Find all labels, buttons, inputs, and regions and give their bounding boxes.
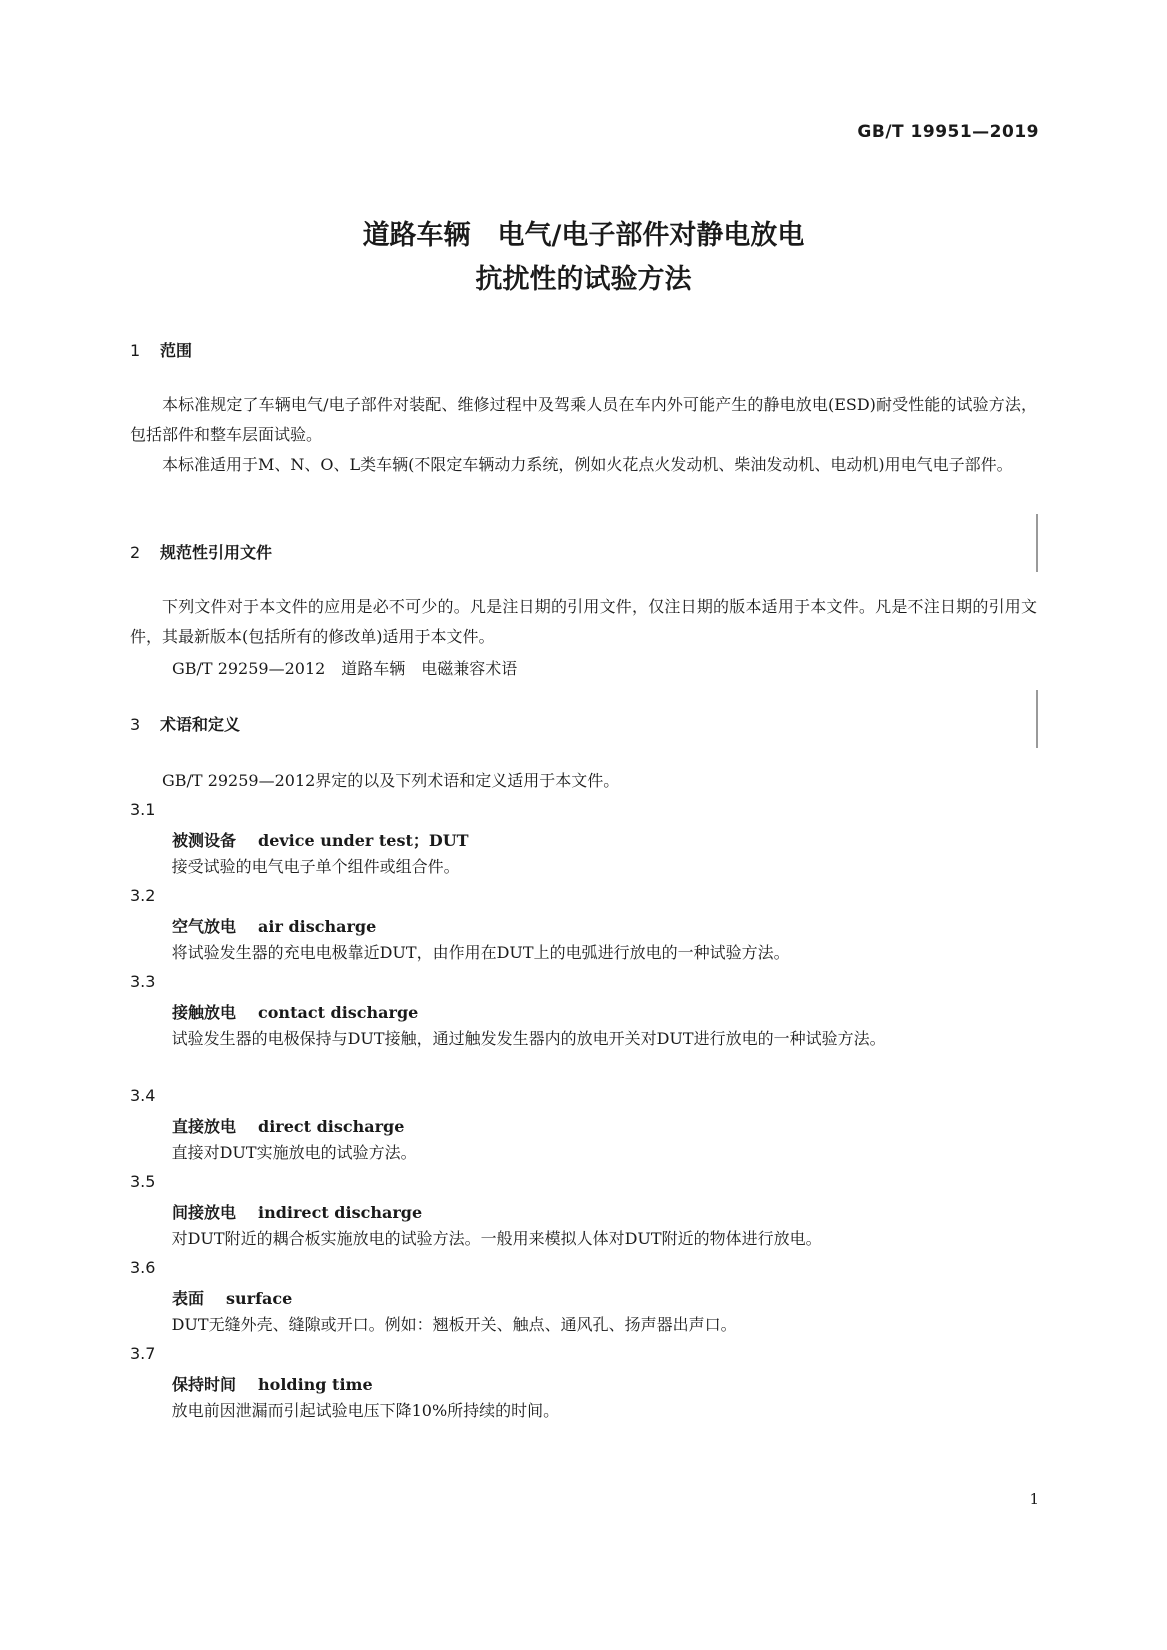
term-name [172,914,376,937]
definition-text: 将试验发生器的充电电极靠近DUT，由作用在DUT上的电弧进行放电的一种试验方法。 [171,943,790,962]
term-number: 3.1 [130,800,156,819]
title-line-2: 抗扰性的试验方法 [475,264,692,295]
term-zh: 保持时间 [172,1375,237,1394]
term-en: indirect discharge [258,1203,423,1222]
term-number: 3.3 [130,972,156,991]
definition-text: 直接对DUT实施放电的试验方法。 [171,1143,417,1162]
term-number: 3.5 [130,1172,156,1191]
title-line-1: 道路车辆 电气/电子部件对静电放电 [362,220,805,251]
term-en: contact discharge [258,1003,419,1022]
term-en: air discharge [258,917,377,936]
definition-text: 放电前因泄漏而引起试验电压下降10%所持续的时间。 [171,1401,560,1420]
term-zh: 间接放电 [172,1203,237,1222]
term-definition [130,1224,1037,1254]
term-en: direct discharge [258,1117,405,1136]
term-zh: 接触放电 [172,1003,237,1022]
paragraph: GB/T 29259—2012界定的以及下列术语和定义适用于本文件。 [162,771,620,790]
term-name [172,828,469,851]
term-number: 3.2 [130,886,156,905]
margin-change-bar [1036,690,1038,748]
term-definition [130,1310,1037,1340]
section-title: 规范性引用文件 [160,543,273,562]
term-name [172,1286,292,1309]
section-title: 术语和定义 [160,715,241,734]
term-number: 3.7 [130,1344,156,1363]
term-number: 3.4 [130,1086,156,1105]
term-definition [130,852,1037,882]
section-3-intro [130,766,1037,796]
document-title [0,214,1167,302]
normative-reference: GB/T 29259—2012 道路车辆 电磁兼容术语 [172,659,518,678]
paragraph: 本标准适用于M、N、O、L类车辆(不限定车辆动力系统，例如火花点火发动机、柴油发动机、电动机)用电气电子部件。 [162,455,1013,474]
definition-text: 对DUT附近的耦合板实施放电的试验方法。一般用来模拟人体对DUT附近的物体进行放电。 [171,1229,822,1248]
term-zh: 空气放电 [172,917,237,936]
term-en: surface [226,1289,293,1308]
section-1-heading [130,338,192,361]
section-3-heading [130,712,240,735]
definition-text: 试验发生器的电极保持与DUT接触，通过触发发生器内的放电开关对DUT进行放电的一种试验方法。 [171,1029,886,1048]
section-title: 范围 [160,341,193,360]
term-en: device under test；DUT [258,831,469,850]
section-number: 2 [130,543,141,562]
term-definition [130,938,1037,968]
term-en: holding time [258,1375,373,1394]
term-name [172,1114,404,1137]
paragraph: 下列文件对于本文件的应用是必不可少的。凡是注日期的引用文件，仅注日期的版本适用于本文件。凡是不注日期的引用文件，其最新版本(包括所有的修改单)适用于本文件。 [130,597,1037,646]
definition-text: DUT无缝外壳、缝隙或开口。例如：翘板开关、触点、通风孔、扬声器出声口。 [171,1315,737,1334]
standard-code: GB/T 19951—2019 [857,122,1039,142]
term-name [172,1200,422,1223]
definition-text: 接受试验的电气电子单个组件或组合件。 [171,857,460,876]
term-number: 3.6 [130,1258,156,1277]
term-zh: 被测设备 [172,831,237,850]
paragraph: 本标准规定了车辆电气/电子部件对装配、维修过程中及驾乘人员在车内外可能产生的静电放电(ESD)耐受性能的试验方法，包括部件和整车层面试验。 [130,395,1037,444]
section-2-heading [130,540,272,563]
section-number: 1 [130,341,141,360]
term-definition [130,1024,1037,1054]
term-zh: 直接放电 [172,1117,237,1136]
term-definition [130,1138,1037,1168]
term-name [172,1372,373,1395]
margin-change-bar [1036,514,1038,572]
term-zh: 表面 [172,1289,205,1308]
section-1-body [130,390,1037,480]
term-name [172,1000,418,1023]
section-2-body [130,592,1037,652]
page-number: 1 [1029,1490,1039,1508]
section-number: 3 [130,715,141,734]
term-definition [130,1396,1037,1426]
